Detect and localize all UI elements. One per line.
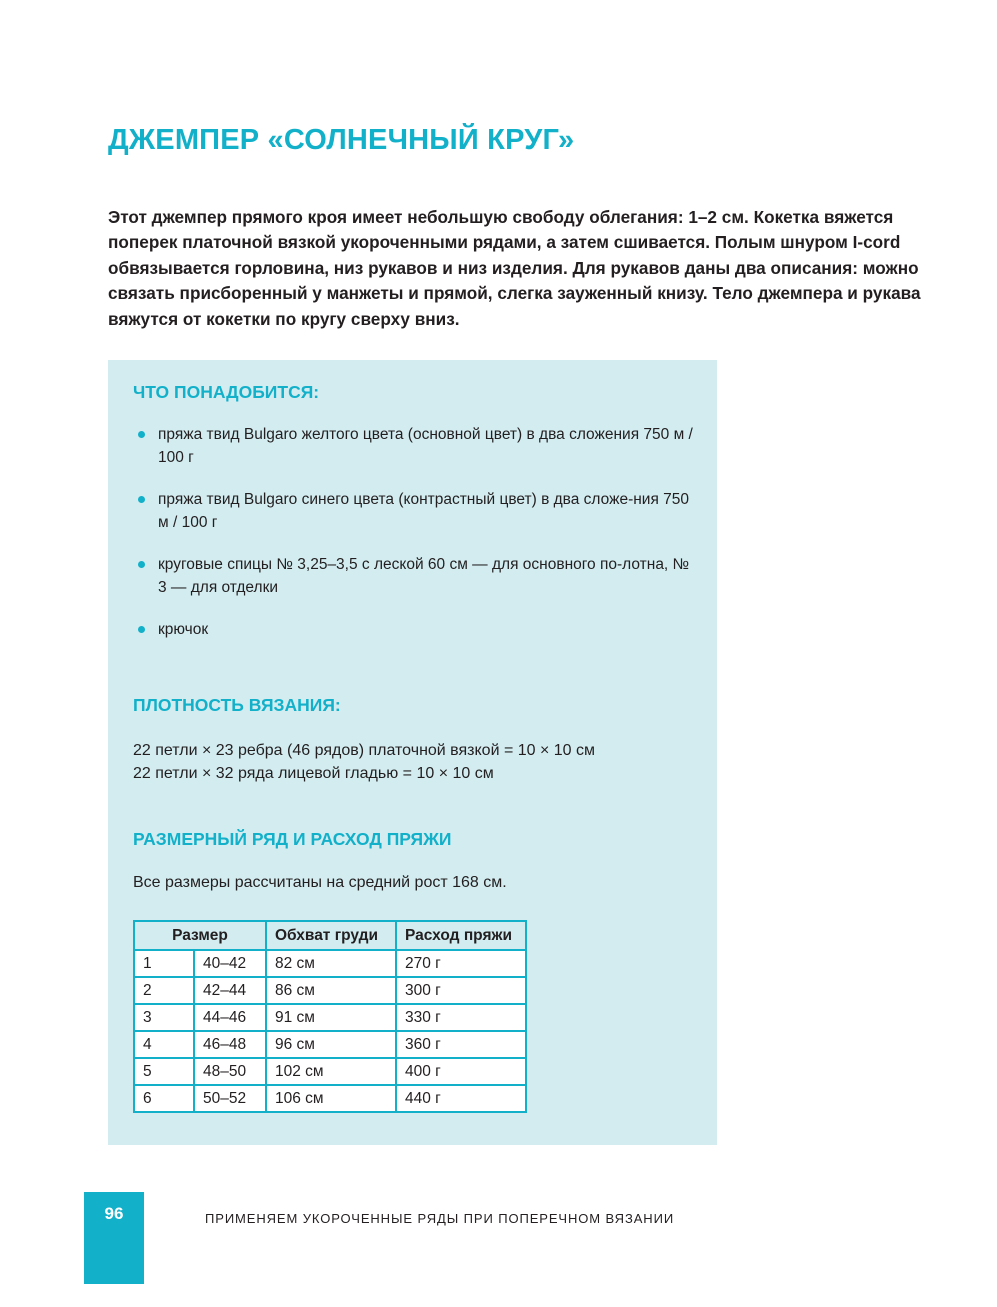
intro-paragraph: Этот джемпер прямого кроя имеет небольшую свободу облегания: 1–2 см. Кокетка вяжется поперек платочной вязкой укороченными рядами, а затем сшивается. Полым шнуром I-cord обвязывается горловина, низ рукавов и низ изделия. Для рукавов даны два описания: можно связать присборенный у манжеты и прямой, слегка зауженный книзу. Тело джемпера и рукава вяжутся от кокетки по кругу сверху вниз.	[108, 207, 921, 329]
page-number: 96	[104, 1204, 124, 1223]
table-header-row	[134, 921, 526, 950]
gauge-line: 22 петли × 32 ряда лицевой гладью = 10 × 10 см	[133, 765, 494, 782]
table-row: 6 50–52 106 см 440 г	[134, 1085, 526, 1112]
bullet-icon	[138, 626, 145, 633]
size-table	[133, 920, 527, 1113]
table-row: 2 42–44 86 см 300 г	[134, 977, 526, 1004]
gauge-text	[133, 739, 595, 785]
page-title: ДЖЕМПЕР «СОЛНЕЧНЫЙ КРУГ»	[108, 124, 575, 156]
table-row: 1 40–42 82 см 270 г	[134, 950, 526, 977]
materials-list	[133, 423, 693, 660]
header-size: Размер	[134, 921, 266, 950]
sizing-note: Все размеры рассчитаны на средний рост 168 см.	[133, 874, 507, 891]
header-chest: Обхват груди	[266, 921, 396, 950]
table-row: 3 44–46 91 см 330 г	[134, 1004, 526, 1031]
info-panel	[108, 360, 717, 1145]
list-item: пряжа твид Bulgaro синего цвета (контрастный цвет) в два сложе-ния 750 м / 100 г	[133, 488, 693, 534]
bullet-icon	[138, 431, 145, 438]
bullet-icon	[138, 561, 145, 568]
list-item: круговые спицы № 3,25–3,5 с леской 60 см — для основного по-лотна, № 3 — для отделки	[133, 553, 693, 599]
table-row: 4 46–48 96 см 360 г	[134, 1031, 526, 1058]
running-title: ПРИМЕНЯЕМ УКОРОЧЕННЫЕ РЯДЫ ПРИ ПОПЕРЕЧНОМ ВЯЗАНИИ	[205, 1211, 675, 1226]
table-row: 5 48–50 102 см 400 г	[134, 1058, 526, 1085]
sizing-heading: РАЗМЕРНЫЙ РЯД И РАСХОД ПРЯЖИ	[133, 829, 452, 849]
page-number-tab	[84, 1192, 144, 1284]
materials-heading: ЧТО ПОНАДОБИТСЯ:	[133, 382, 320, 402]
gauge-heading: ПЛОТНОСТЬ ВЯЗАНИЯ:	[133, 695, 341, 715]
list-item: пряжа твид Bulgaro желтого цвета (основной цвет) в два сложения 750 м / 100 г	[133, 423, 693, 469]
list-item: крючок	[133, 618, 693, 641]
bullet-icon	[138, 496, 145, 503]
header-yarn: Расход пряжи	[396, 921, 526, 950]
gauge-line: 22 петли × 23 ребра (46 рядов) платочной вязкой = 10 × 10 см	[133, 742, 596, 759]
